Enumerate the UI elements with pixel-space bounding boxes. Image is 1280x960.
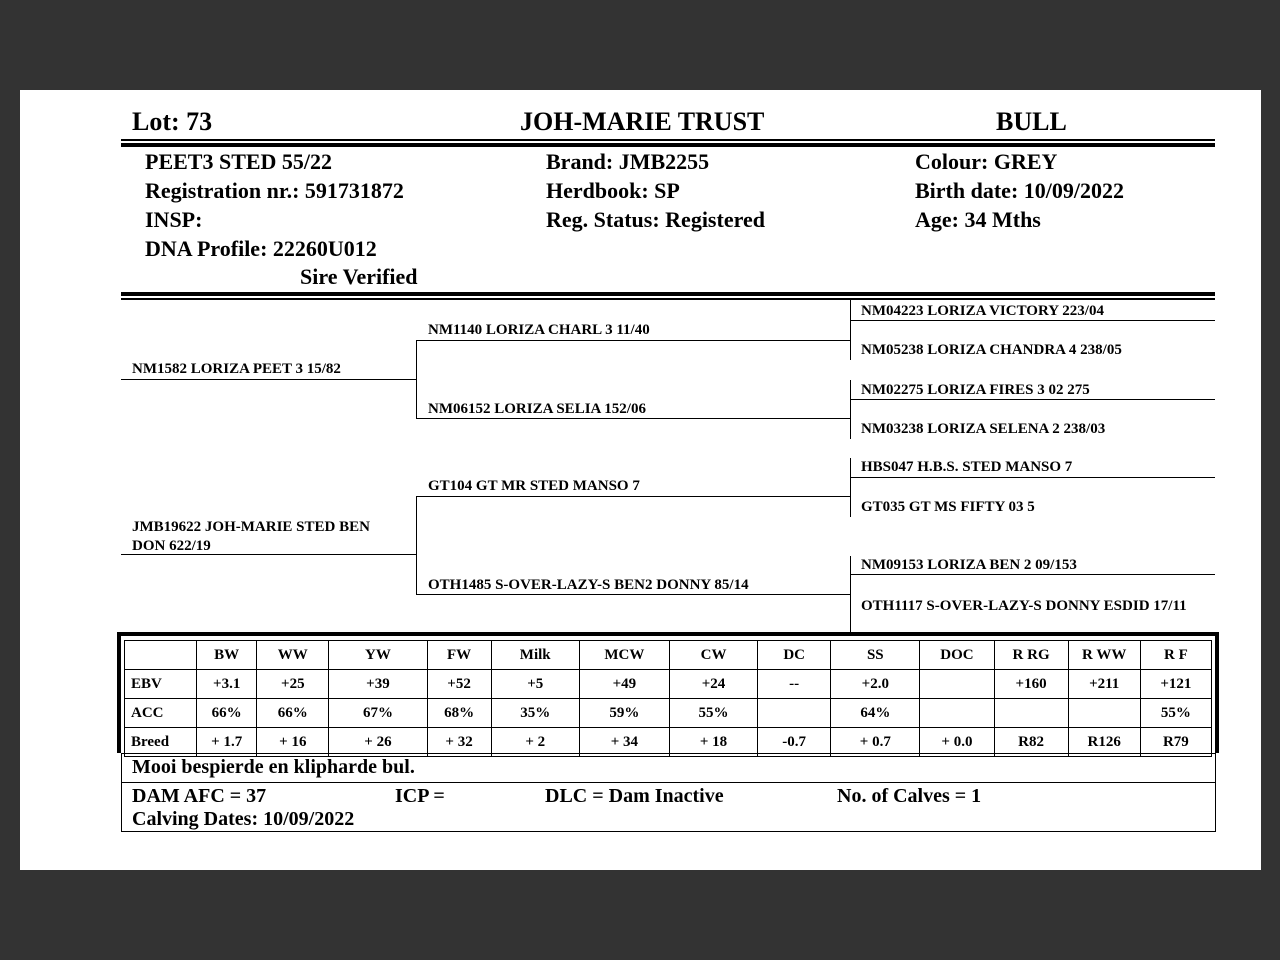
pedigree-sss: NM04223 LORIZA VICTORY 223/04 [861, 303, 1104, 319]
ebv-table [124, 640, 1212, 757]
table-header-cell: FW [427, 641, 491, 670]
table-cell: + 26 [329, 728, 427, 757]
dlc: DLC = Dam Inactive [545, 785, 724, 807]
table-cell: +211 [1068, 670, 1140, 699]
sex-label: BULL [996, 107, 1067, 136]
sd-bracket [850, 380, 851, 439]
table-row [125, 699, 1212, 728]
sds-line [850, 399, 1215, 400]
animal-name: PEET3 STED 55/22 [145, 149, 333, 174]
table-cell [758, 699, 831, 728]
ds-line [416, 496, 850, 497]
table-cell: + 1.7 [197, 728, 257, 757]
table-cell: + 2 [491, 728, 579, 757]
pedigree-dam: JMB19622 JOH-MARIE STED BEN DON 622/19 [132, 519, 370, 554]
table-row [125, 670, 1212, 699]
table-cell: R82 [994, 728, 1068, 757]
table-cell: 55% [1140, 699, 1211, 728]
sire-line [121, 379, 416, 380]
dd-bracket [850, 556, 851, 636]
dd-line [416, 594, 850, 595]
table-cell [920, 699, 994, 728]
stats-right-border [1215, 632, 1219, 753]
table-header-cell: YW [329, 641, 427, 670]
table-cell: 66% [197, 699, 257, 728]
table-cell: +160 [994, 670, 1068, 699]
comment-text: Mooi bespierde en klipharde bul. [132, 756, 415, 778]
colour: Colour: GREY [915, 149, 1058, 174]
header-rule-thin [121, 139, 1215, 141]
dam-bracket [416, 496, 417, 595]
age: Age: 34 Mths [915, 207, 1041, 232]
table-cell [1068, 699, 1140, 728]
table-cell: + 0.0 [920, 728, 994, 757]
table-cell: + 18 [669, 728, 757, 757]
table-header-cell: R F [1140, 641, 1211, 670]
table-cell: + 16 [257, 728, 329, 757]
table-header-cell: MCW [579, 641, 669, 670]
sire-verified: Sire Verified [300, 264, 418, 289]
sire-bracket [416, 340, 417, 419]
table-cell: 64% [831, 699, 920, 728]
pedigree-sire-sire: NM1140 LORIZA CHARL 3 11/40 [428, 322, 650, 338]
icp: ICP = [395, 785, 445, 807]
table-cell: + 32 [427, 728, 491, 757]
table-header-cell: DOC [920, 641, 994, 670]
insp-label: INSP: [145, 207, 203, 232]
table-cell: R79 [1140, 728, 1211, 757]
ss-bracket [850, 300, 851, 360]
table-cell: + 34 [579, 728, 669, 757]
table-cell: +52 [427, 670, 491, 699]
calving-dates: Calving Dates: 10/09/2022 [132, 808, 355, 830]
table-cell: + 0.7 [831, 728, 920, 757]
row-label: EBV [125, 670, 197, 699]
table-cell: 35% [491, 699, 579, 728]
brand: Brand: JMB2255 [546, 149, 710, 174]
table-header-cell: CW [669, 641, 757, 670]
table-cell: 68% [427, 699, 491, 728]
table-cell: 67% [329, 699, 427, 728]
pedigree-dam-dam: OTH1485 S-OVER-LAZY-S BEN2 DONNY 85/14 [428, 577, 749, 593]
table-header-cell: WW [257, 641, 329, 670]
table-header-cell [125, 641, 197, 670]
remarks-divider [121, 782, 1215, 783]
owner-name: JOH-MARIE TRUST [520, 107, 765, 136]
herdbook: Herdbook: SP [546, 178, 680, 203]
table-cell: +121 [1140, 670, 1211, 699]
table-cell: +24 [669, 670, 757, 699]
table-cell: -0.7 [758, 728, 831, 757]
pedigree-dss: HBS047 H.B.S. STED MANSO 7 [861, 459, 1073, 475]
table-cell: +2.0 [831, 670, 920, 699]
table-cell: +5 [491, 670, 579, 699]
ss-line [416, 340, 850, 341]
pedigree-dds: NM09153 LORIZA BEN 2 09/153 [861, 557, 1077, 573]
ds-bracket [850, 458, 851, 517]
pedigree-ssd: NM05238 LORIZA CHANDRA 4 238/05 [861, 342, 1122, 358]
table-cell: +49 [579, 670, 669, 699]
table-cell: +25 [257, 670, 329, 699]
pedigree-dsd: GT035 GT MS FIFTY 03 5 [861, 499, 1035, 515]
pedigree-sire-dam: NM06152 LORIZA SELIA 152/06 [428, 401, 646, 417]
table-cell: 55% [669, 699, 757, 728]
sss-line [850, 320, 1215, 321]
pedigree-sire: NM1582 LORIZA PEET 3 15/82 [132, 361, 341, 377]
number-of-calves: No. of Calves = 1 [837, 785, 982, 807]
sd-line [416, 418, 850, 419]
table-header-cell: BW [197, 641, 257, 670]
table-header-cell: R RG [994, 641, 1068, 670]
lot-number: Lot: 73 [132, 107, 213, 136]
pedigree-dam-sire: GT104 GT MR STED MANSO 7 [428, 478, 640, 494]
table-cell: +3.1 [197, 670, 257, 699]
dam-afc: DAM AFC = 37 [132, 785, 267, 807]
reg-status: Reg. Status: Registered [546, 207, 765, 232]
header-rule-thick [121, 143, 1215, 147]
row-label: Breed [125, 728, 197, 757]
table-header-cell: R WW [1068, 641, 1140, 670]
dna-profile: DNA Profile: 22260U012 [145, 236, 377, 261]
table-cell [994, 699, 1068, 728]
table-cell: R126 [1068, 728, 1140, 757]
table-header-cell: SS [831, 641, 920, 670]
table-cell: +39 [329, 670, 427, 699]
table-cell: 59% [579, 699, 669, 728]
dss-line [850, 477, 1215, 478]
row-label: ACC [125, 699, 197, 728]
table-header-cell: Milk [491, 641, 579, 670]
info-rule-thin [121, 298, 1215, 300]
birth-date: Birth date: 10/09/2022 [915, 178, 1124, 203]
table-header-cell: DC [758, 641, 831, 670]
info-rule-thick [121, 292, 1215, 296]
dds-line [850, 574, 1215, 575]
pedigree-sds: NM02275 LORIZA FIRES 3 02 275 [861, 382, 1090, 398]
table-cell [920, 670, 994, 699]
ebv-header-row [125, 641, 1212, 670]
pedigree-sdd: NM03238 LORIZA SELENA 2 238/03 [861, 421, 1106, 437]
registration-number: Registration nr.: 591731872 [145, 178, 404, 203]
pedigree-ddd: OTH1117 S-OVER-LAZY-S DONNY ESDID 17/11 [861, 598, 1187, 614]
stats-left-border [117, 632, 121, 753]
table-cell: -- [758, 670, 831, 699]
stats-top-border [117, 632, 1219, 636]
table-cell: 66% [257, 699, 329, 728]
